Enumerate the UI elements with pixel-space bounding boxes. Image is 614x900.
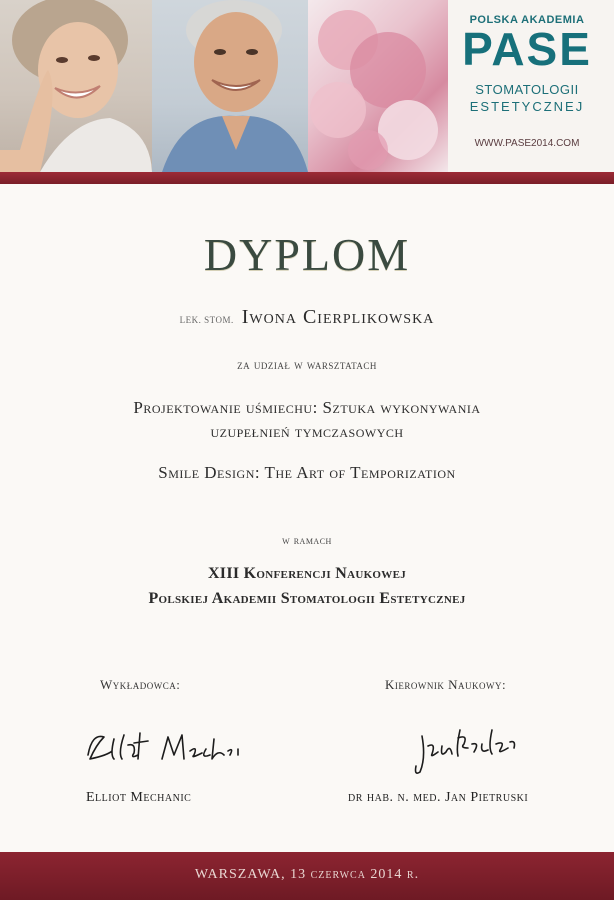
photo-smiling-man [152,0,308,172]
director-label: Kierownik Naukowy: [385,677,507,692]
brand-logo: PASE [462,23,592,75]
recipient-title: LEK. STOM. [179,315,234,325]
lecturer-name: Elliot Mechanic [86,790,192,805]
course-title-en: Smile Design: The Art of Temporization [158,463,456,482]
lecturer-signature [78,725,248,775]
conference-line2: Polskiej Akademii Stomatologii Estetycznej [148,590,466,607]
lecturer-label: Wykładowca: [100,677,181,692]
header-banner [0,0,614,172]
place-and-date: WARSZAWA, 13 czerwca 2014 r. [194,867,420,882]
woman-illustration [0,0,152,172]
man-illustration [152,0,308,172]
brand-subtitle-2: ESTETYCZNEJ [469,99,585,114]
header-divider-band [0,172,614,184]
recipient-line [0,306,614,329]
director-signature [410,718,520,778]
photo-flowers [308,0,448,172]
brand-academy-label: POLSKA AKADEMIA [469,14,585,26]
director-name: dr hab. n. med. Jan Pietruski [348,790,529,805]
recipient-name: Iwona Cierplikowska [241,306,435,328]
flower-illustration [308,0,448,172]
within-text: w ramach [282,533,332,547]
photo-smiling-woman [0,0,152,172]
diploma-title: DYPLOM [203,229,411,280]
brand-website[interactable]: WWW.PASE2014.COM [474,138,580,149]
course-title-pl-line2: uzupełnień tymczasowych [210,422,404,441]
conference-line1: XIII Konferencji Naukowej [207,565,407,582]
brand-subtitle-1: STOMATOLOGII [475,82,579,97]
course-title-pl-line1: Projektowanie uśmiechu: Sztuka wykonywania [133,398,481,417]
participation-text: za udział w warsztatach [237,357,377,372]
